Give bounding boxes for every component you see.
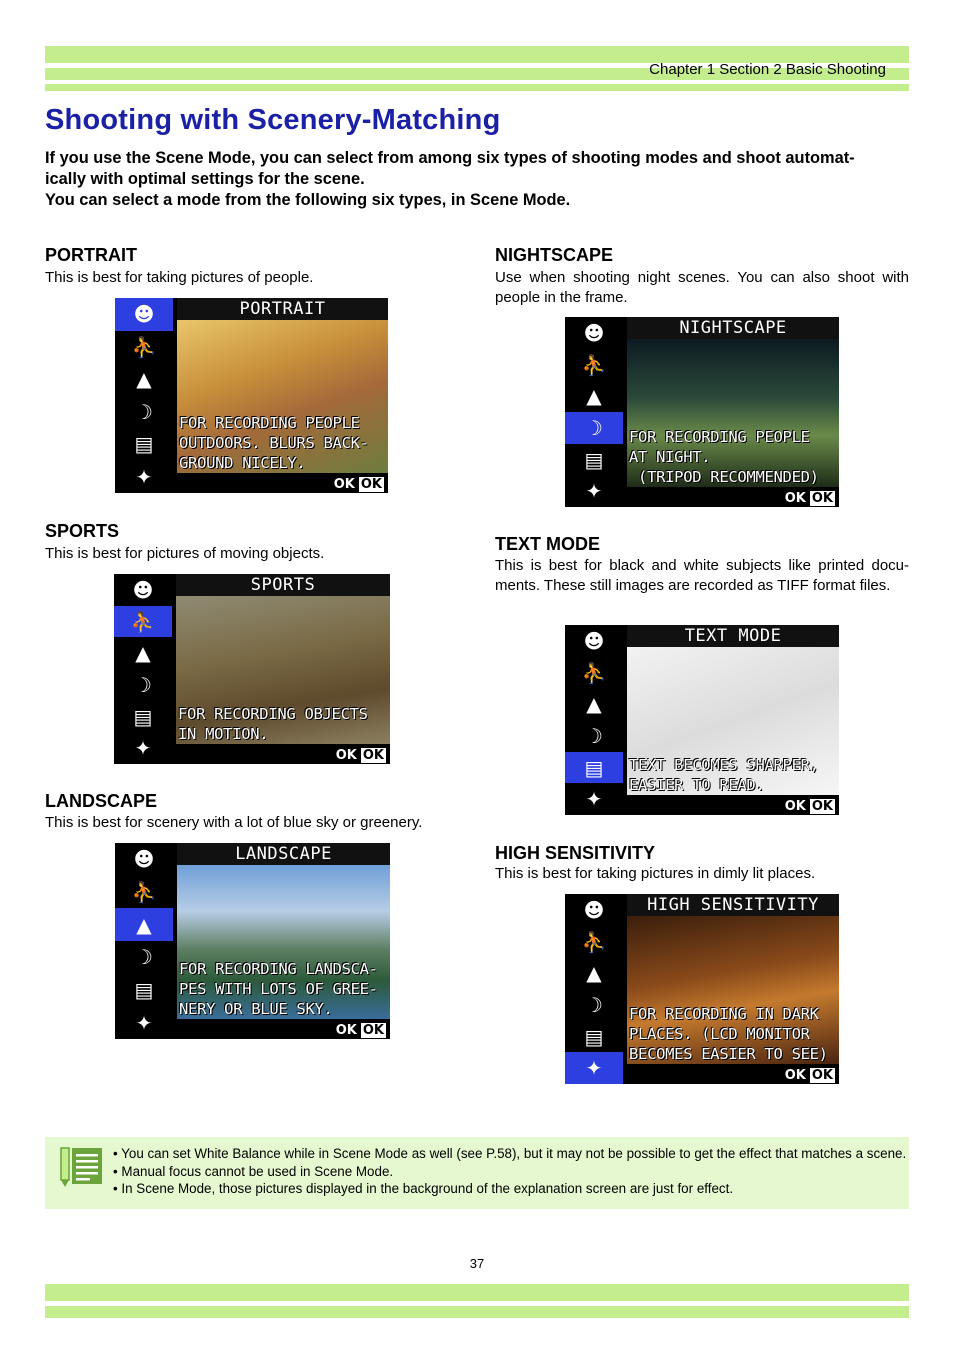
high-sensitivity-mode-icon: ✦ — [585, 787, 603, 812]
ok-button-icon: OK — [362, 748, 384, 763]
screen-caption: FOR RECORDING IN DARK PLACES. (LCD MONITOR BECOMES EASIER TO SEE) — [629, 1005, 828, 1063]
sports-mode-icon: ⛹ — [581, 352, 607, 377]
nightscape-mode-icon: ☽ — [565, 412, 623, 444]
note-item: • In Scene Mode, those pictures displayed in the background of the explanation screen are just for effect. — [113, 1181, 734, 1197]
screen-header: TEXT MODE — [627, 625, 839, 647]
text-mode-icon: ▤ — [565, 752, 623, 784]
landscape-mode-icon: ▲ — [115, 908, 173, 941]
portrait-mode-icon: ☻ — [133, 847, 155, 872]
section-title-portrait: PORTRAIT — [45, 245, 137, 265]
ok-button-icon: OK — [362, 1023, 384, 1038]
ok-button-icon: OK — [811, 799, 833, 814]
ok-indicator — [785, 799, 835, 814]
text-mode-icon: ▤ — [133, 704, 153, 729]
ok-label: OK — [335, 1023, 357, 1038]
landscape-mode-icon: ▲ — [136, 367, 152, 392]
ok-button-icon: OK — [811, 491, 833, 506]
ok-label: OK — [784, 491, 806, 506]
note-item: • You can set White Balance while in Scene Mode as well (see P.58), but it may not be possible to get the effect that matches a scene. — [113, 1146, 907, 1161]
landscape-mode-icon: ▲ — [586, 692, 602, 717]
screen-caption: TEXT BECOMES SHARPER, EASIER TO READ. — [629, 756, 819, 794]
ok-label: OK — [784, 1068, 806, 1083]
portrait-mode-icon: ☻ — [583, 320, 605, 345]
text-mode-icon: ▤ — [584, 1024, 604, 1049]
screen-caption: FOR RECORDING PEOPLE AT NIGHT. (TRIPOD RECOMMENDED) — [629, 428, 819, 486]
nightscape-mode-icon: ☽ — [134, 672, 152, 697]
nightscape-screen — [565, 317, 839, 507]
portrait-mode-icon: ☻ — [132, 577, 154, 602]
note-item: • Manual focus cannot be used in Scene Mode. — [113, 1163, 394, 1179]
section-title-nightscape: NIGHTSCAPE — [495, 245, 614, 265]
text-mode-screen — [565, 625, 839, 815]
ok-label: OK — [333, 477, 355, 492]
section-title-sports: SPORTS — [45, 521, 120, 541]
page-number: 37 — [469, 1256, 485, 1271]
scene-menu — [565, 625, 623, 815]
screen-header: LANDSCAPE — [177, 843, 390, 865]
portrait-mode-icon: ☻ — [583, 897, 605, 922]
chapter-label: Chapter 1 Section 2 Basic Shooting — [649, 61, 886, 78]
text-mode-icon: ▤ — [134, 432, 154, 457]
high-sensitivity-mode-icon: ✦ — [135, 464, 153, 489]
nightscape-mode-icon: ☽ — [585, 723, 603, 748]
scene-menu — [565, 317, 623, 507]
high-sensitivity-mode-icon: ✦ — [135, 1010, 153, 1035]
nightscape-mode-icon: ☽ — [135, 945, 153, 970]
ok-button-icon: OK — [811, 1068, 833, 1083]
sports-mode-icon: ⛹ — [581, 929, 607, 954]
section-desc-nightscape: Use when shooting night scenes. You can also shoot with people in the frame. — [495, 269, 909, 306]
screen-header: SPORTS — [176, 574, 390, 596]
scene-menu — [565, 894, 623, 1084]
footer-band-bottom — [45, 1306, 909, 1318]
ok-label: OK — [784, 799, 806, 814]
section-desc-high-sensitivity: This is best for taking pictures in dimly lit places. — [495, 865, 816, 882]
screen-header: NIGHTSCAPE — [627, 317, 839, 339]
screen-caption: FOR RECORDING PEOPLE OUTDOORS. BLURS BACK- GROUND NICELY. — [179, 414, 369, 472]
portrait-mode-icon: ☻ — [583, 628, 605, 653]
ok-indicator — [785, 1068, 835, 1083]
sports-mode-icon: ⛹ — [131, 334, 157, 359]
section-desc-sports: This is best for pictures of moving objects. — [45, 545, 325, 562]
ok-button-icon: OK — [360, 477, 382, 492]
high-sensitivity-mode-icon: ✦ — [585, 479, 603, 504]
scene-menu — [114, 574, 172, 764]
ok-indicator — [334, 477, 384, 492]
section-desc-landscape: This is best for scenery with a lot of blue sky or greenery. — [45, 814, 423, 831]
ok-indicator — [785, 491, 835, 506]
portrait-screen — [115, 298, 388, 493]
section-title-high-sensitivity: HIGH SENSITIVITY — [495, 843, 656, 863]
screen-caption: FOR RECORDING OBJECTS IN MOTION. — [178, 705, 368, 743]
ok-label: OK — [335, 748, 357, 763]
intro-line-1: If you use the Scene Mode, you can select from among six types of shooting modes and shoot automat- — [45, 149, 855, 167]
page-title: Shooting with Scenery-Matching — [45, 104, 501, 136]
header-band-bottom — [45, 84, 909, 91]
section-desc-text-mode: This is best for black and white subjects like printed docu-ments. These still images are recorded as TIFF format files. — [495, 557, 909, 594]
intro-text — [45, 148, 911, 211]
text-mode-icon: ▤ — [584, 447, 604, 472]
section-title-text-mode: TEXT MODE — [495, 534, 601, 554]
ok-indicator — [336, 748, 386, 763]
section-title-landscape: LANDSCAPE — [45, 791, 158, 811]
screen-header: PORTRAIT — [177, 298, 388, 320]
nightscape-mode-icon: ☽ — [135, 399, 153, 424]
landscape-screen — [115, 843, 390, 1039]
landscape-mode-icon: ▲ — [135, 641, 151, 666]
note-list — [113, 1145, 906, 1198]
high-sensitivity-screen — [565, 894, 839, 1084]
screen-header: HIGH SENSITIVITY — [627, 894, 839, 916]
screen-caption: FOR RECORDING LANDSCA- PES WITH LOTS OF GREE- NERY OR BLUE SKY. — [179, 960, 378, 1018]
memo-icon — [57, 1146, 105, 1188]
section-desc-portrait: This is best for taking pictures of people. — [45, 269, 314, 286]
sports-mode-icon: ⛹ — [114, 606, 172, 638]
nightscape-mode-icon: ☽ — [585, 992, 603, 1017]
portrait-mode-icon: ☻ — [115, 298, 173, 331]
note-box — [45, 1137, 909, 1209]
text-mode-icon: ▤ — [134, 978, 154, 1003]
ok-indicator — [336, 1023, 386, 1038]
intro-line-2: ically with optimal settings for the scene. — [45, 170, 365, 188]
sports-mode-icon: ⛹ — [131, 880, 157, 904]
scene-menu — [115, 843, 173, 1039]
footer-band-top — [45, 1284, 909, 1301]
high-sensitivity-mode-icon: ✦ — [565, 1052, 623, 1084]
landscape-mode-icon: ▲ — [586, 384, 602, 409]
intro-line-3: You can select a mode from the following six types, in Scene Mode. — [45, 191, 571, 209]
scene-menu — [115, 298, 173, 493]
landscape-mode-icon: ▲ — [586, 961, 602, 986]
high-sensitivity-mode-icon: ✦ — [134, 736, 152, 761]
sports-screen — [114, 574, 390, 764]
sports-mode-icon: ⛹ — [581, 660, 607, 685]
